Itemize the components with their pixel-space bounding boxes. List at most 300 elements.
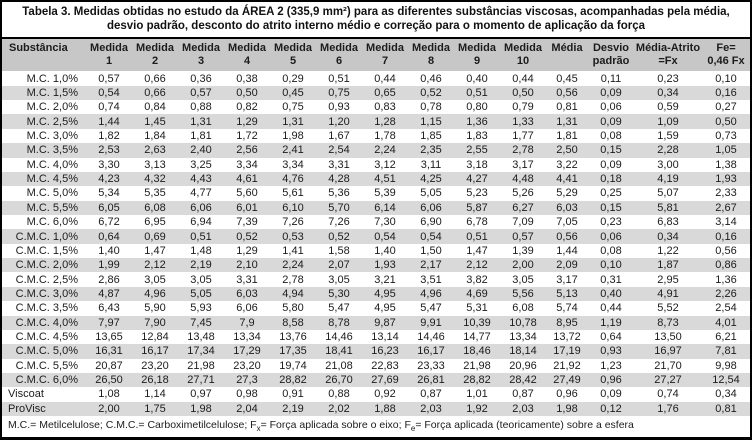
value-cell: 1,83: [466, 130, 488, 143]
value-cell: 0,11: [600, 72, 622, 85]
value-cell: 4,95: [374, 287, 396, 300]
value-cell: 2,04: [236, 402, 258, 415]
value-cell: 7,39: [236, 216, 258, 229]
value-cell: 10,78: [509, 316, 537, 329]
value-cell: 0,56: [556, 230, 578, 243]
table-body: [2, 71, 750, 416]
value-cell: 2,86: [98, 273, 120, 286]
substance-name: C.M.C. 2,0%: [15, 259, 78, 272]
value-cell: 9,91: [420, 316, 442, 329]
value-cell: 20,96: [509, 359, 537, 372]
value-cell: 21,92: [553, 359, 581, 372]
substance-name: C.M.C. 3,0%: [15, 287, 78, 300]
value-cell: 6,43: [98, 302, 120, 315]
value-cell: 0,91: [282, 388, 304, 401]
value-cell: 0,66: [144, 86, 166, 99]
value-cell: 1,59: [657, 130, 679, 143]
substance-name: M.C. 1,0%: [26, 72, 78, 85]
value-cell: 0,27: [715, 101, 737, 114]
value-cell: 0,65: [374, 86, 396, 99]
value-cell: 0,15: [600, 144, 622, 157]
value-cell: 2,03: [420, 402, 442, 415]
column-header: Média-Atrito =Fx: [635, 41, 701, 67]
value-cell: 18,14: [509, 345, 537, 358]
table-row: [2, 143, 750, 157]
value-cell: 0,50: [715, 115, 737, 128]
value-cell: 0,86: [715, 259, 737, 272]
value-cell: 0,69: [144, 230, 166, 243]
value-cell: 1,14: [144, 388, 166, 401]
value-cell: 3,05: [328, 273, 350, 286]
value-cell: 2,35: [420, 144, 442, 157]
table-row: [2, 215, 750, 229]
value-cell: 7,97: [98, 316, 120, 329]
value-cell: 9,87: [374, 316, 396, 329]
value-cell: 23,33: [417, 359, 445, 372]
value-cell: 27,69: [371, 374, 399, 387]
value-cell: 2,78: [282, 273, 304, 286]
value-cell: 0,53: [282, 230, 304, 243]
substance-name: C.M.C. 4,5%: [15, 331, 78, 344]
value-cell: 1,15: [420, 115, 442, 128]
value-cell: 5,30: [328, 287, 350, 300]
value-cell: 1,75: [144, 402, 166, 415]
value-cell: 1,36: [715, 273, 737, 286]
value-cell: 0,64: [600, 331, 622, 344]
value-cell: 6,95: [144, 216, 166, 229]
value-cell: 2,17: [420, 259, 442, 272]
value-cell: 1,84: [144, 130, 166, 143]
value-cell: 0,84: [144, 101, 166, 114]
value-cell: 1,47: [144, 244, 166, 257]
column-header: Medida 4: [228, 41, 266, 67]
value-cell: 3,18: [466, 158, 488, 171]
value-cell: 1,58: [328, 244, 350, 257]
value-cell: 3,05: [144, 273, 166, 286]
substance-name: M.C. 4,0%: [26, 158, 78, 171]
value-cell: 2,54: [328, 144, 350, 157]
value-cell: 3,05: [190, 273, 212, 286]
value-cell: 5,05: [420, 187, 442, 200]
value-cell: 5,80: [282, 302, 304, 315]
substance-name: Viscoat: [8, 388, 44, 401]
value-cell: 1,31: [556, 115, 578, 128]
value-cell: 21,08: [325, 359, 353, 372]
value-cell: 0,87: [420, 388, 442, 401]
table-row: [2, 287, 750, 301]
substance-name: C.M.C. 5,0%: [15, 345, 78, 358]
value-cell: 1,72: [236, 130, 258, 143]
table-row: [2, 402, 750, 416]
value-cell: 5,39: [374, 187, 396, 200]
value-cell: 16,17: [141, 345, 169, 358]
column-header: Substância: [9, 41, 68, 54]
value-cell: 7,26: [282, 216, 304, 229]
value-cell: 0,80: [466, 101, 488, 114]
value-cell: 6,06: [190, 201, 212, 214]
value-cell: 0,23: [657, 72, 679, 85]
value-cell: 4,69: [466, 287, 488, 300]
value-cell: 0,29: [282, 72, 304, 85]
table-title: Tabela 3. Medidas obtidas no estudo da ÁREA 2 (335,9 mm²) para as diferentes substâncias viscosas, acompanhadas pela média, desvio padrão, desconto do atrito interno médio e correção para o momento de aplicação da força: [2, 2, 750, 39]
value-cell: 8,58: [282, 316, 304, 329]
column-header: Medida 8: [412, 41, 450, 67]
value-cell: 13,65: [95, 331, 123, 344]
column-header: Média: [551, 41, 583, 54]
value-cell: 1,40: [374, 244, 396, 257]
value-cell: 5,29: [556, 187, 578, 200]
value-cell: 16,17: [417, 345, 445, 358]
value-cell: 2,12: [466, 259, 488, 272]
value-cell: 1,99: [98, 259, 120, 272]
value-cell: 13,34: [509, 331, 537, 344]
value-cell: 2,12: [144, 259, 166, 272]
value-cell: 1,44: [556, 244, 578, 257]
value-cell: 4,41: [556, 173, 578, 186]
value-cell: 1,82: [98, 130, 120, 143]
value-cell: 16,23: [371, 345, 399, 358]
value-cell: 1,50: [420, 244, 442, 257]
substance-name: M.C. 4,5%: [26, 173, 78, 186]
value-cell: 28,42: [509, 374, 537, 387]
table-row: [2, 71, 750, 85]
value-cell: 4,23: [98, 173, 120, 186]
value-cell: 26,50: [95, 374, 123, 387]
value-cell: 1,41: [282, 244, 304, 257]
value-cell: 0,45: [556, 72, 578, 85]
value-cell: 4,61: [236, 173, 258, 186]
column-header: Desvio padrão: [592, 41, 630, 67]
substance-name: M.C. 3,0%: [26, 130, 78, 143]
value-cell: 0,50: [236, 86, 258, 99]
value-cell: 1,92: [466, 402, 488, 415]
value-cell: 1,88: [374, 402, 396, 415]
value-cell: 0,92: [374, 388, 396, 401]
value-cell: 0,78: [420, 101, 442, 114]
value-cell: 3,05: [512, 273, 534, 286]
value-cell: 0,50: [512, 86, 534, 99]
table-row: [2, 301, 750, 315]
value-cell: 3,25: [190, 158, 212, 171]
value-cell: 0,59: [657, 101, 679, 114]
value-cell: 4,77: [190, 187, 212, 200]
value-cell: 5,52: [657, 302, 679, 315]
value-cell: 10,39: [463, 316, 491, 329]
value-cell: 2,09: [556, 259, 578, 272]
table-header-row: [2, 39, 750, 72]
value-cell: 4,43: [190, 173, 212, 186]
value-cell: 21,98: [187, 359, 215, 372]
value-cell: 17,29: [233, 345, 261, 358]
value-cell: 3,31: [236, 273, 258, 286]
column-header: Medida 7: [366, 41, 404, 67]
value-cell: 1,45: [144, 115, 166, 128]
value-cell: 7,30: [374, 216, 396, 229]
value-cell: 7,9: [239, 316, 255, 329]
value-cell: 0,74: [98, 101, 120, 114]
value-cell: 6,72: [98, 216, 120, 229]
value-cell: 0,16: [715, 86, 737, 99]
value-cell: 18,46: [463, 345, 491, 358]
value-cell: 0,82: [236, 101, 258, 114]
table-row: [2, 330, 750, 344]
value-cell: 26,81: [417, 374, 445, 387]
value-cell: 6,10: [282, 201, 304, 214]
footnote-text: = Força aplicada (teoricamente) sobre a esfera: [415, 418, 634, 431]
value-cell: 0,97: [190, 388, 212, 401]
value-cell: 0,52: [236, 230, 258, 243]
value-cell: 2,00: [98, 402, 120, 415]
value-cell: 1,28: [374, 115, 396, 128]
value-cell: 6,05: [98, 201, 120, 214]
substance-name: M.C. 3,5%: [26, 144, 78, 157]
value-cell: 6,03: [236, 287, 258, 300]
value-cell: 1,40: [98, 244, 120, 257]
value-cell: 13,48: [187, 331, 215, 344]
value-cell: 1,31: [282, 115, 304, 128]
value-cell: 13,50: [654, 331, 682, 344]
value-cell: 1,33: [512, 115, 534, 128]
value-cell: 0,44: [512, 72, 534, 85]
table-row: [2, 258, 750, 272]
value-cell: 0,34: [657, 86, 679, 99]
value-cell: 3,30: [98, 158, 120, 171]
substance-name: C.M.C. 4,0%: [15, 316, 78, 329]
footnote-text: M.C.= Metilcelulose; C.M.C.= Carboximetilcelulose; F: [8, 418, 257, 431]
value-cell: 1,19: [600, 316, 622, 329]
value-cell: 0,73: [715, 130, 737, 143]
value-cell: 7,45: [190, 316, 212, 329]
value-cell: 7,90: [144, 316, 166, 329]
value-cell: 4,87: [98, 287, 120, 300]
value-cell: 5,26: [512, 187, 534, 200]
value-cell: 2,50: [556, 144, 578, 157]
value-cell: 2,40: [190, 144, 212, 157]
value-cell: 1,81: [190, 130, 212, 143]
value-cell: 6,08: [144, 201, 166, 214]
value-cell: 5,60: [236, 187, 258, 200]
value-cell: 0,93: [328, 101, 350, 114]
value-cell: 7,81: [715, 345, 737, 358]
value-cell: 1,44: [98, 115, 120, 128]
table-row: [2, 172, 750, 186]
value-cell: 3,17: [512, 158, 534, 171]
value-cell: 5,35: [144, 187, 166, 200]
column-header: Medida 1: [90, 41, 128, 67]
value-cell: 3,31: [328, 158, 350, 171]
table-row: [2, 373, 750, 387]
value-cell: 0,25: [600, 187, 622, 200]
value-cell: 1,77: [512, 130, 534, 143]
value-cell: 23,20: [141, 359, 169, 372]
value-cell: 0,87: [512, 388, 534, 401]
column-header: Medida 2: [136, 41, 174, 67]
value-cell: 0,09: [600, 115, 622, 128]
value-cell: 2,53: [98, 144, 120, 157]
value-cell: 0,34: [715, 388, 737, 401]
value-cell: 0,10: [715, 72, 737, 85]
value-cell: 4,32: [144, 173, 166, 186]
value-cell: 0,75: [282, 101, 304, 114]
value-cell: 0,93: [600, 345, 622, 358]
value-cell: 12,54: [712, 374, 740, 387]
value-cell: 22,83: [371, 359, 399, 372]
table-row: [2, 86, 750, 100]
value-cell: 0,56: [556, 86, 578, 99]
value-cell: 6,06: [236, 302, 258, 315]
value-cell: 5,47: [420, 302, 442, 315]
value-cell: 5,90: [144, 302, 166, 315]
table-row: [2, 387, 750, 401]
value-cell: 0,18: [600, 173, 622, 186]
value-cell: 1,09: [657, 115, 679, 128]
value-cell: 2,41: [282, 144, 304, 157]
value-cell: 2,78: [512, 144, 534, 157]
value-cell: 1,98: [190, 402, 212, 415]
substance-name: M.C. 6,0%: [26, 216, 78, 229]
value-cell: 0,52: [420, 86, 442, 99]
value-cell: 0,54: [98, 86, 120, 99]
value-cell: 1,87: [657, 259, 679, 272]
value-cell: 0,46: [420, 72, 442, 85]
substance-name: C.M.C. 1,0%: [15, 230, 78, 243]
value-cell: 3,13: [144, 158, 166, 171]
value-cell: 0,51: [466, 230, 488, 243]
value-cell: 23,20: [233, 359, 261, 372]
value-cell: 2,10: [236, 259, 258, 272]
value-cell: 0,44: [374, 72, 396, 85]
footnote-subscript-x: x: [256, 424, 261, 433]
value-cell: 0,34: [657, 230, 679, 243]
value-cell: 2,03: [512, 402, 534, 415]
value-cell: 0,51: [190, 230, 212, 243]
table-row: [2, 229, 750, 243]
value-cell: 1,85: [420, 130, 442, 143]
table-row: [2, 100, 750, 114]
value-cell: 6,06: [420, 201, 442, 214]
value-cell: 2,26: [715, 287, 737, 300]
value-cell: 0,88: [328, 388, 350, 401]
value-cell: 26,18: [141, 374, 169, 387]
table-row: [2, 158, 750, 172]
value-cell: 0,51: [328, 72, 350, 85]
table-row: [2, 201, 750, 215]
value-cell: 6,90: [420, 216, 442, 229]
value-cell: 2,07: [328, 259, 350, 272]
value-cell: 1,39: [512, 244, 534, 257]
value-cell: 16,31: [95, 345, 123, 358]
value-cell: 1,05: [715, 144, 737, 157]
value-cell: 0,12: [600, 402, 622, 415]
value-cell: 0,81: [556, 101, 578, 114]
value-cell: 0,09: [600, 86, 622, 99]
value-cell: 5,23: [466, 187, 488, 200]
value-cell: 0,57: [512, 230, 534, 243]
value-cell: 0,52: [328, 230, 350, 243]
substance-name: ProVisc: [8, 402, 46, 415]
footnote-subscript-e: e: [410, 424, 416, 433]
value-cell: 4,95: [374, 302, 396, 315]
table-row: [2, 272, 750, 286]
value-cell: 3,11: [420, 158, 442, 171]
value-cell: 1,23: [600, 359, 622, 372]
value-cell: 2,33: [715, 187, 737, 200]
column-header: Medida 6: [320, 41, 358, 67]
value-cell: 5,31: [466, 302, 488, 315]
value-cell: 13,14: [371, 331, 399, 344]
value-cell: 5,34: [98, 187, 120, 200]
value-cell: 21,98: [463, 359, 491, 372]
value-cell: 1,93: [715, 173, 737, 186]
substance-name: M.C. 2,0%: [26, 101, 78, 114]
value-cell: 1,76: [657, 402, 679, 415]
substance-name: C.M.C. 3,5%: [15, 302, 78, 315]
value-cell: 4,28: [328, 173, 350, 186]
value-cell: 4,48: [512, 173, 534, 186]
value-cell: 28,82: [463, 374, 491, 387]
value-cell: 5,74: [556, 302, 578, 315]
value-cell: 2,95: [657, 273, 679, 286]
value-cell: 7,05: [556, 216, 578, 229]
value-cell: 0,66: [144, 72, 166, 85]
value-cell: 18,41: [325, 345, 353, 358]
value-cell: 6,78: [466, 216, 488, 229]
value-cell: 2,24: [374, 144, 396, 157]
value-cell: 0,98: [236, 388, 258, 401]
value-cell: 0,08: [600, 244, 622, 257]
value-cell: 5,05: [190, 287, 212, 300]
value-cell: 1,29: [236, 115, 258, 128]
value-cell: 1,20: [328, 115, 350, 128]
value-cell: 27,3: [236, 374, 258, 387]
value-cell: 4,91: [657, 287, 679, 300]
column-header: Fe= 0,46 Fx: [707, 41, 745, 67]
value-cell: 13,76: [279, 331, 307, 344]
value-cell: 0,23: [600, 216, 622, 229]
value-cell: 3,34: [282, 158, 304, 171]
value-cell: 6,03: [556, 201, 578, 214]
value-cell: 5,87: [466, 201, 488, 214]
column-header: Medida 5: [274, 41, 312, 67]
value-cell: 5,81: [657, 201, 679, 214]
value-cell: 0,51: [466, 86, 488, 99]
value-cell: 0,40: [466, 72, 488, 85]
value-cell: 5,56: [512, 287, 534, 300]
value-cell: 0,15: [600, 201, 622, 214]
value-cell: 4,94: [282, 287, 304, 300]
value-cell: 13,34: [233, 331, 261, 344]
value-cell: 0,64: [98, 230, 120, 243]
table-row: [2, 316, 750, 330]
value-cell: 4,96: [144, 287, 166, 300]
column-header: Medida 3: [182, 41, 220, 67]
value-cell: 0,38: [236, 72, 258, 85]
value-cell: 1,22: [657, 244, 679, 257]
value-cell: 0,75: [328, 86, 350, 99]
value-cell: 2,24: [282, 259, 304, 272]
value-cell: 0,57: [98, 72, 120, 85]
value-cell: 13,72: [553, 331, 581, 344]
substance-name: C.M.C. 2,5%: [15, 273, 78, 286]
value-cell: 9,98: [715, 359, 737, 372]
value-cell: 0,96: [600, 374, 622, 387]
table-row: [2, 359, 750, 373]
value-cell: 1,81: [556, 130, 578, 143]
column-header: Medida 9: [458, 41, 496, 67]
value-cell: 5,70: [328, 201, 350, 214]
value-cell: 5,13: [556, 287, 578, 300]
value-cell: 2,63: [144, 144, 166, 157]
